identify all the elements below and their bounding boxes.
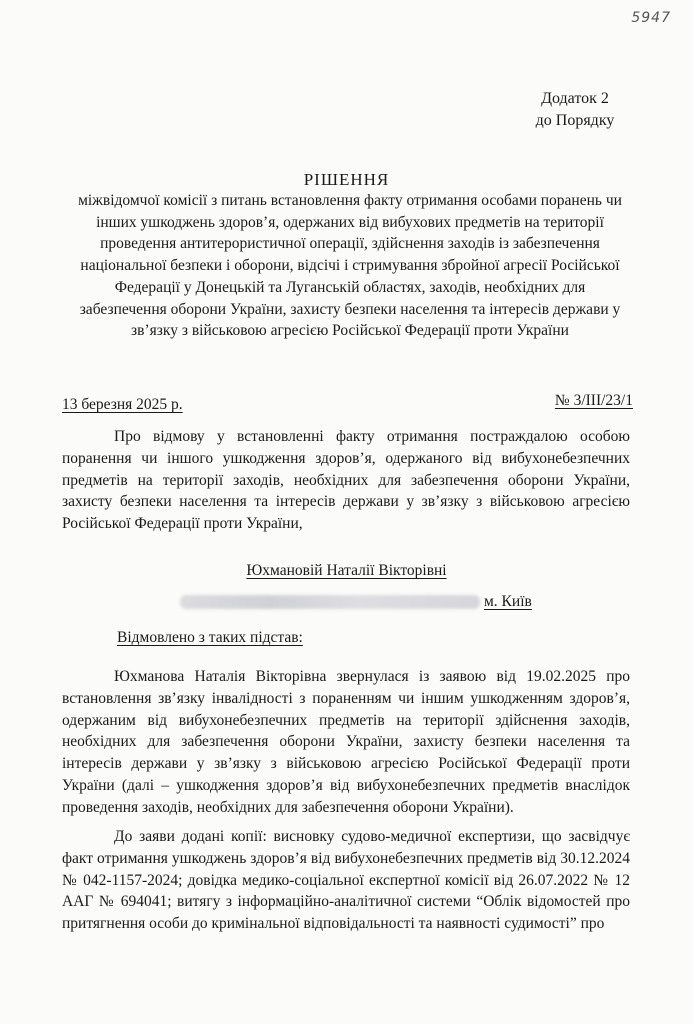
address-line — [180, 593, 532, 611]
handwritten-page-number: 5947 — [631, 10, 671, 26]
reason-heading: Відмовлено з таких підстав: — [117, 629, 303, 646]
paragraph-attachments: До заяви додані копії: висновку судово-медичної експертизи, що засвідчує факт отримання ушкоджень здоров’я від вибухонебезпечних предметів від 30.12.2024 № 042-1157-2024; довідка медико-соціальної експертної комісії від 26.07.2022 № 12 ААГ № 694041; витягу з інформаційно-аналітичної системи “Облік відомостей про притягнення особи до кримінальної відповідальності та наявності судимості” про — [62, 828, 630, 933]
person-name: Юхмановій Наталії Вікторівні — [246, 562, 447, 579]
person-name-line — [0, 562, 693, 580]
address-city: м. Київ — [484, 593, 532, 610]
date-number-row — [62, 392, 633, 414]
document-title: РІШЕННЯ — [303, 170, 390, 189]
annex-line-2: до Порядку — [535, 112, 615, 129]
annex-reference — [520, 88, 630, 132]
decision-subject: Про відмову у встановленні факту отримання постраждалою особою поранення чи іншого ушкодження здоров’я, одержаного від вибухонебезпечних предметів на території заходів, необхідних для забезпечення оборони України, захисту безпеки населення та інтересів держави у зв’язку з військовою агресією Російської Федерації проти України, — [62, 428, 630, 533]
annex-line-1: Додаток 2 — [541, 90, 609, 107]
decision-date: 13 березня 2025 р. — [62, 396, 183, 413]
commission-description: міжвідомчої комісії з питань встановлення факту отримання особами поранень чи інших ушкоджень здоров’я, одержаних від вибухових предметів на території проведення антитерористичної операції, здійснення заходів із забезпечення національної безпеки і оборони, відсічі і стримування збройної агресії Російської Федерації у Донецькій та Луганській областях, заходів, необхідних для забезпечення оборони України, захисту безпеки населення та інтересів держави у зв’язку з військовою агресією Російської Федерації проти України — [78, 192, 622, 340]
paragraph-application: Юхманова Наталія Вікторівна звернулася із заявою від 19.02.2025 про встановлення зв’язку інвалідності з пораненням чи іншим ушкодженням здоров’я, одержаним від вибухонебезпечних предметів на території здійснення заходів, необхідних для забезпечення оборони України, захисту безпеки населення та інтересів держави у зв’язку з військовою агресією Російської Федерації проти України (далі – ушкодження здоров’я від вибухонебезпечних предметів внаслідок проведення заходів, необхідних для забезпечення оборони України). — [62, 668, 630, 816]
decision-number: № 3/III/23/1 — [554, 392, 633, 409]
redacted-address — [180, 595, 480, 609]
